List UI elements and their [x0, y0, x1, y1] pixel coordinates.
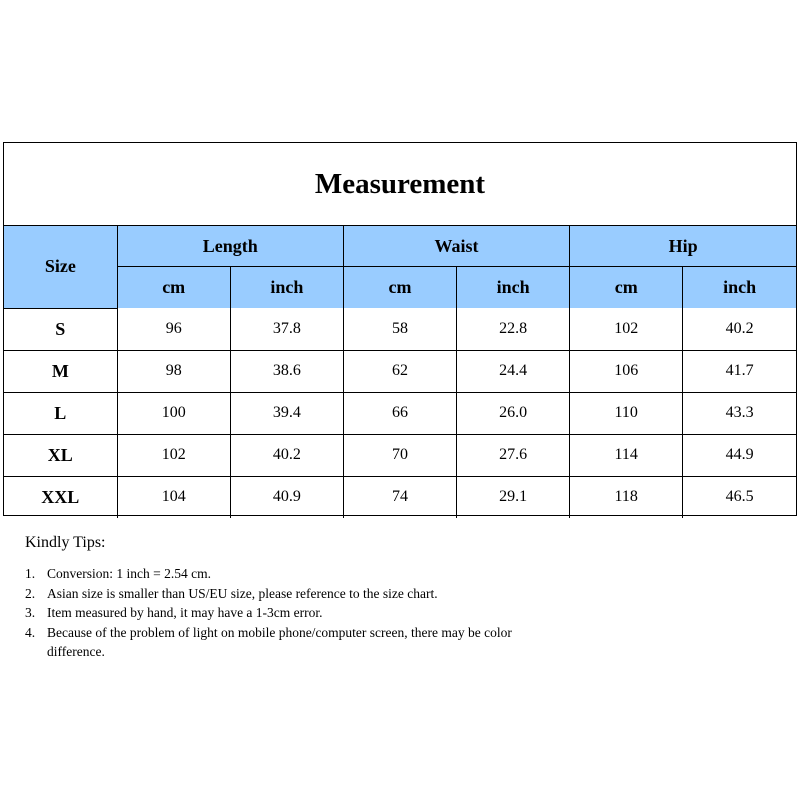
table-cell: 39.4	[230, 392, 343, 434]
table-cell: 102	[117, 434, 230, 476]
chart-title: Measurement	[4, 143, 796, 226]
table-cell: 29.1	[457, 476, 570, 518]
table-cell: 66	[343, 392, 456, 434]
list-item	[25, 623, 585, 662]
size-label: S	[4, 308, 117, 350]
table-cell: 114	[570, 434, 683, 476]
kindly-tips	[25, 534, 585, 662]
list-item	[25, 584, 585, 604]
table-cell: 43.3	[683, 392, 796, 434]
table-cell: 98	[117, 350, 230, 392]
table-cell: 38.6	[230, 350, 343, 392]
table-row	[4, 434, 796, 476]
tip-text: Item measured by hand, it may have a 1-3cm error.	[47, 605, 323, 620]
size-label: M	[4, 350, 117, 392]
table-cell: 58	[343, 308, 456, 350]
waist-header: Waist	[343, 226, 569, 267]
header-group-row	[4, 226, 796, 267]
table-cell: 44.9	[683, 434, 796, 476]
table-cell: 100	[117, 392, 230, 434]
length-header: Length	[117, 226, 343, 267]
size-chart	[3, 142, 797, 516]
size-header: Size	[4, 226, 117, 308]
unit-header: cm	[117, 267, 230, 309]
table-row	[4, 350, 796, 392]
table-cell: 62	[343, 350, 456, 392]
table-cell: 37.8	[230, 308, 343, 350]
table-cell: 41.7	[683, 350, 796, 392]
table-cell: 118	[570, 476, 683, 518]
table-cell: 110	[570, 392, 683, 434]
size-table	[4, 226, 796, 518]
size-label: L	[4, 392, 117, 434]
list-item	[25, 603, 585, 623]
table-cell: 40.9	[230, 476, 343, 518]
tip-text: Because of the problem of light on mobile phone/computer screen, there may be color difference.	[47, 624, 512, 659]
table-cell: 104	[117, 476, 230, 518]
list-number: 1.	[25, 566, 36, 581]
list-number: 2.	[25, 585, 36, 601]
header-unit-row	[4, 267, 796, 309]
unit-header: inch	[230, 267, 343, 309]
tip-text: Asian size is smaller than US/EU size, please reference to the size chart.	[47, 585, 438, 601]
unit-header: cm	[343, 267, 456, 309]
table-cell: 46.5	[683, 476, 796, 518]
list-number: 4.	[25, 624, 36, 640]
list-number: 3.	[25, 605, 36, 620]
unit-header: cm	[570, 267, 683, 309]
table-cell: 40.2	[230, 434, 343, 476]
table-cell: 26.0	[457, 392, 570, 434]
table-cell: 74	[343, 476, 456, 518]
table-cell: 102	[570, 308, 683, 350]
table-cell: 27.6	[457, 434, 570, 476]
table-cell: 40.2	[683, 308, 796, 350]
hip-header: Hip	[570, 226, 796, 267]
table-cell: 22.8	[457, 308, 570, 350]
unit-header: inch	[683, 267, 796, 309]
list-item	[25, 564, 585, 584]
table-cell: 96	[117, 308, 230, 350]
tip-text: Conversion: 1 inch = 2.54 cm.	[47, 566, 211, 581]
table-row	[4, 308, 796, 350]
unit-header: inch	[457, 267, 570, 309]
size-label: XXL	[4, 476, 117, 518]
tips-list	[25, 564, 585, 662]
table-row	[4, 392, 796, 434]
table-cell: 24.4	[457, 350, 570, 392]
size-label: XL	[4, 434, 117, 476]
table-cell: 70	[343, 434, 456, 476]
table-row	[4, 476, 796, 518]
table-cell: 106	[570, 350, 683, 392]
tips-heading: Kindly Tips:	[25, 534, 106, 551]
